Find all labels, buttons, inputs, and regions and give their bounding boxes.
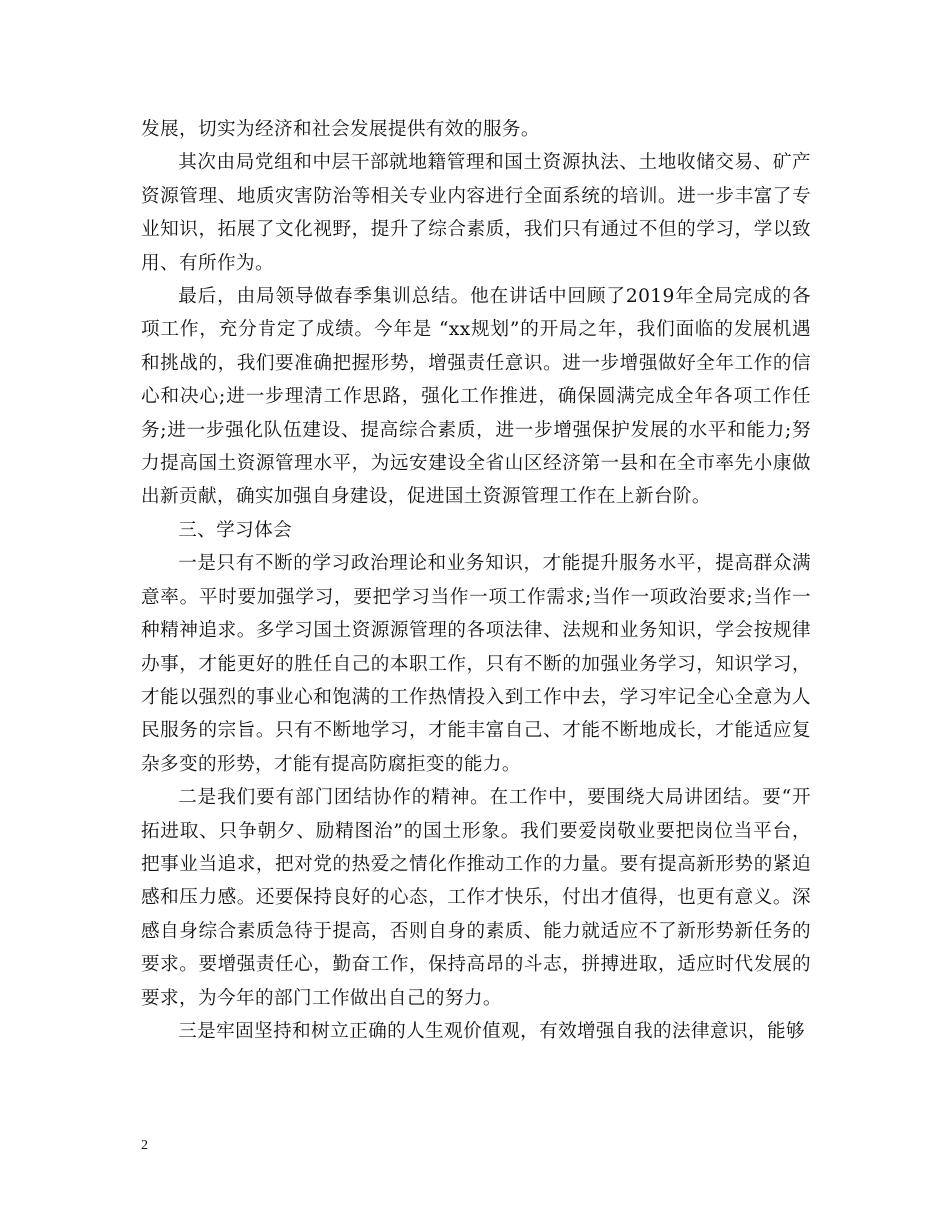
paragraph-1: 发展，切实为经济和社会发展提供有效的服务。 <box>141 119 540 140</box>
paragraph-3: 最后，由局领导做春季集训总结。他在讲话中回顾了2019年全局完成的各项工作，充分肯定了成绩。今年是 “xx规划”的开局之年，我们面临的发展机遇和挑战的，我们要准确把握形势，增强责任意识。进一步增强做好全年工作的信心和决心;进一步理清工作思路，强化工作推进，确保圆满完成全年各项工作任务;进一步强化队伍建设、提高综合素质，进一步增强保护发展的水平和能力;努力提高国土资源管理水平，为远安建设全省山区经济第一县和在全市率先小康做出新贡献，确实加强自身建设，促进国土资源管理工作在上新台阶。 <box>141 286 811 508</box>
paragraph-5: 一是只有不断的学习政治理论和业务知识，才能提升服务水平，提高群众满意率。平时要加强学习，要把学习当作一项工作需求;当作一项政治要求;当作一种精神追求。多学习国土资源源管理的各项法律、法规和业务知识，学会按规律办事，才能更好的胜任自己的本职工作，只有不断的加强业务学习，知识学习，才能以强烈的事业心和饱满的工作热情投入到工作中去，学习牢记全心全意为人民服务的宗旨。只有不断地学习，才能丰富自己、才能不断地成长，才能适应复杂多变的形势，才能有提高防腐拒变的能力。 <box>141 553 811 775</box>
paragraph-7: 三是牢固坚持和树立正确的人生观价值观，有效增强自我的法律意识，能够 <box>178 1020 805 1042</box>
paragraph-2: 其次由局党组和中层干部就地籍管理和国土资源执法、土地收储交易、矿产资源管理、地质灾害防治等相关专业内容进行全面系统的培训。进一步丰富了专业知识，拓展了文化视野，提升了综合素质，我们只有通过不但的学习，学以致用、有所作为。 <box>141 152 811 274</box>
paragraph-6: 二是我们要有部门团结协作的精神。在工作中，要围绕大局讲团结。要“开拓进取、只争朝夕、励精图治”的国土形象。我们要爱岗敬业要把岗位当平台，把事业当追求，把对党的热爱之情化作推动工作的力量。要有提高新形势的紧迫感和压力感。还要保持良好的心态，工作才快乐，付出才值得，也更有意义。深感自身综合素质急待于提高，否则自身的素质、能力就适应不了新形势新任务的要求。要增强责任心，勤奋工作，保持高昂的斗志，拼搏进取，适应时代发展的要求，为今年的部门工作做出自己的努力。 <box>141 787 811 1009</box>
page-number: 2 <box>141 1138 148 1153</box>
section-heading: 三、学习体会 <box>178 519 293 541</box>
document-body <box>141 113 811 1048</box>
